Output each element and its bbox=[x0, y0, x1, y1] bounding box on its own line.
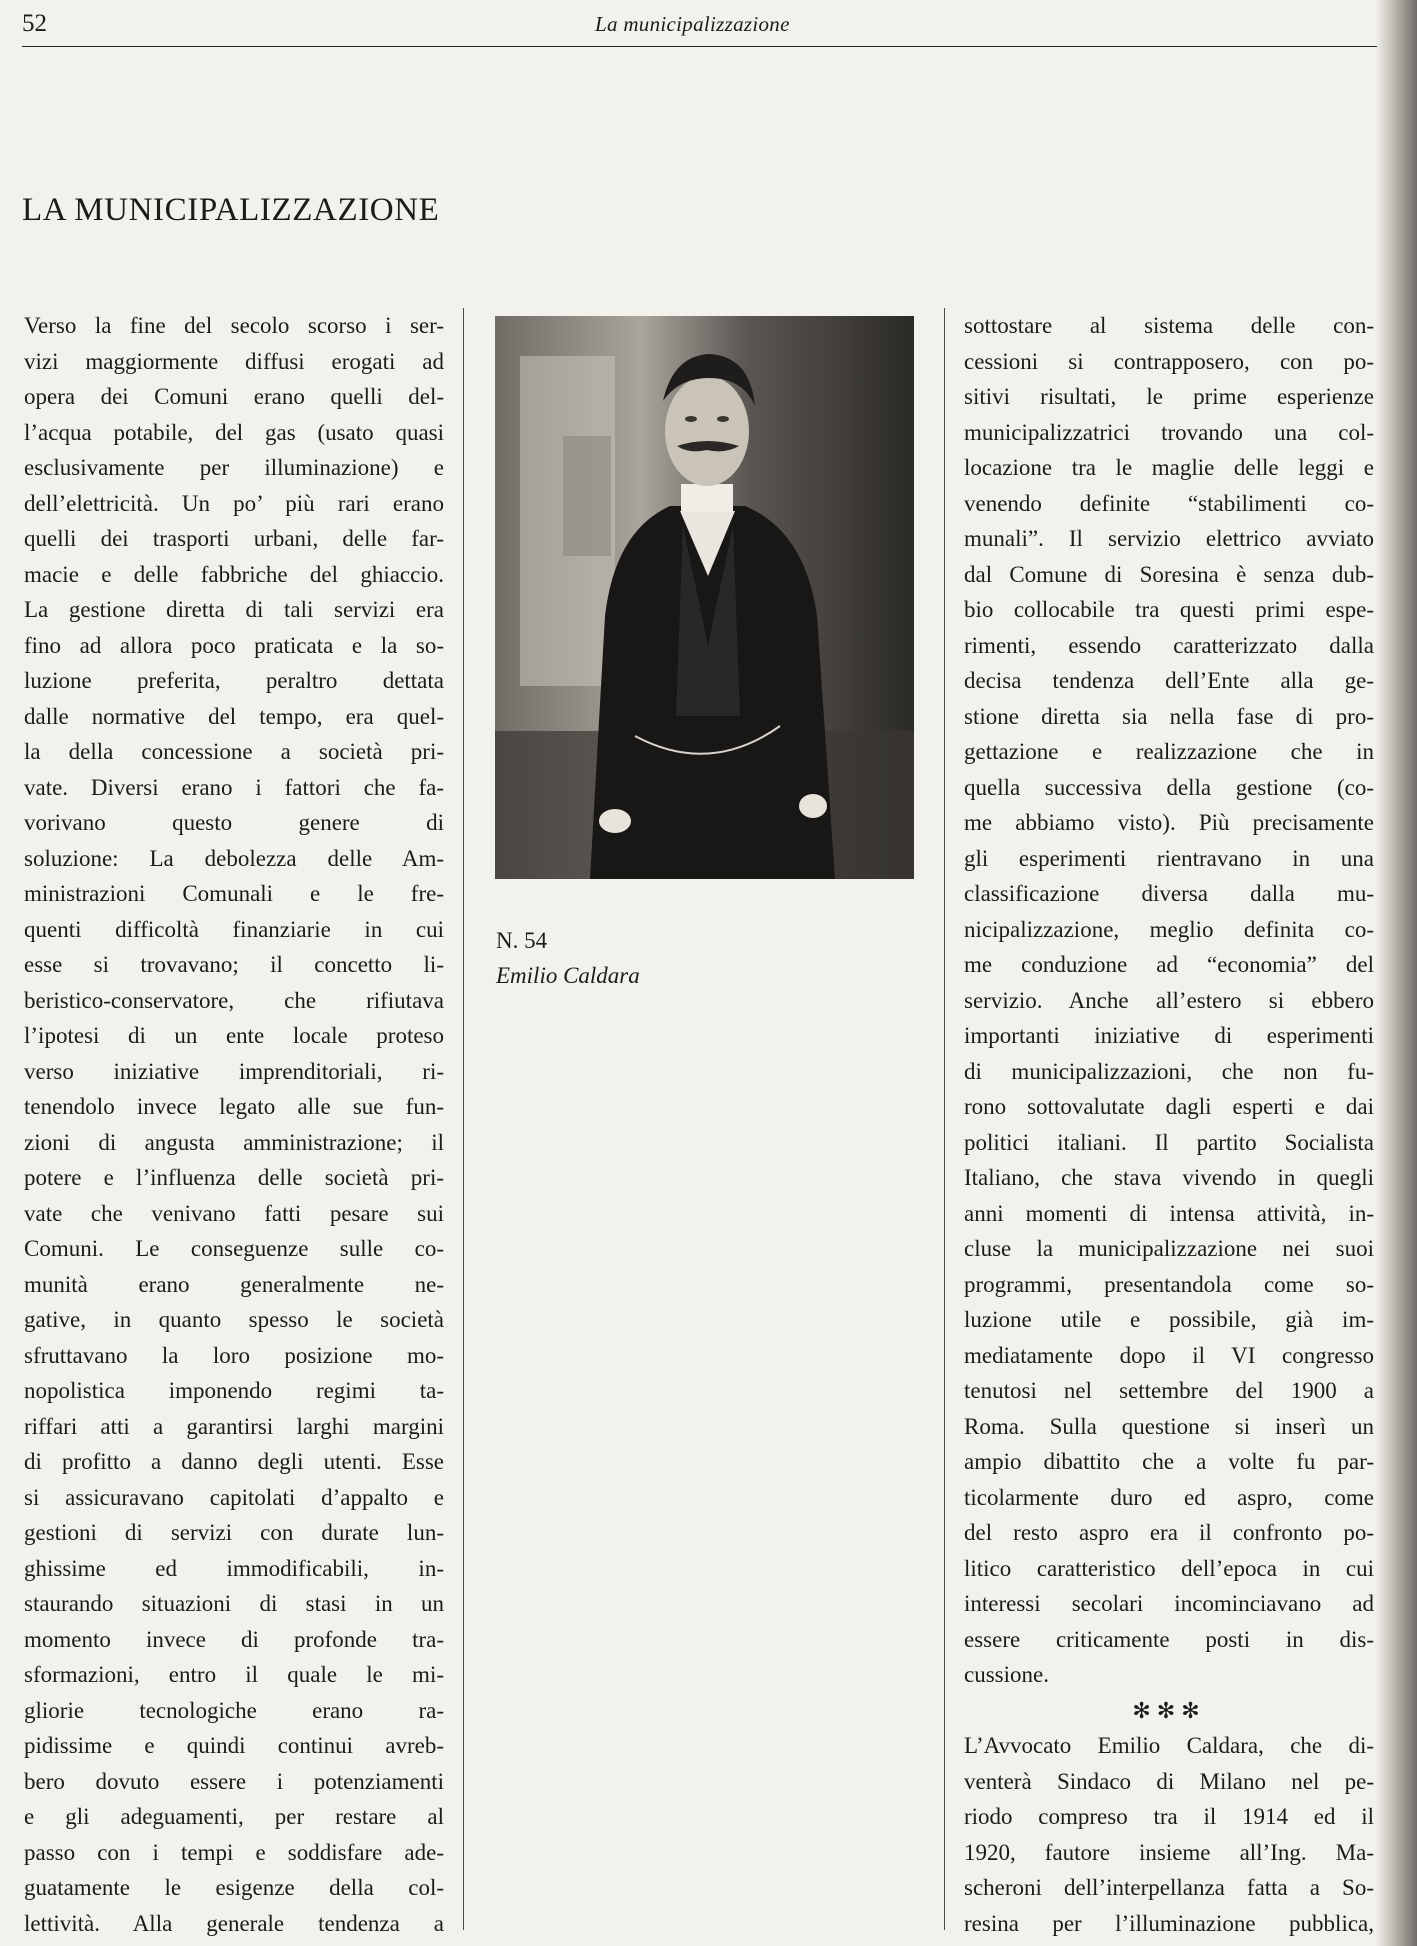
text-line: dal Comune di Soresina è senza dub- bbox=[964, 561, 1374, 587]
text-line: gli esperimenti rientravano in una bbox=[964, 845, 1374, 871]
text-line: dalle normative del tempo, era quel- bbox=[24, 703, 444, 729]
text-line: L’Avvocato Emilio Caldara, che di- bbox=[964, 1733, 1374, 1758]
text-line: pidissime e quindi continui avreb- bbox=[24, 1733, 444, 1758]
figure-caption-name: Emilio Caldara bbox=[496, 963, 640, 988]
text-line: gestioni di servizi con durate lun- bbox=[24, 1520, 444, 1545]
text-line: vate. Diversi erano i fattori che fa- bbox=[24, 774, 444, 800]
text-line: cluse la municipalizzazione nei suoi bbox=[964, 1236, 1374, 1261]
text-line: riffari atti a garantirsi larghi margini bbox=[24, 1413, 444, 1439]
text-line: sfruttavano la loro posizione mo- bbox=[24, 1342, 444, 1368]
text-line: vate che venivano fatti pesare sui bbox=[24, 1200, 444, 1226]
text-line: zioni di angusta amministrazione; il bbox=[24, 1129, 444, 1155]
text-line: la della concessione a società pri- bbox=[24, 739, 444, 764]
text-line: ampio dibattito che a volte fu par- bbox=[964, 1449, 1374, 1474]
text-line: gettazione e realizzazione che in bbox=[964, 739, 1374, 764]
text-line: scheroni dell’interpellanza fatta a So- bbox=[964, 1875, 1374, 1900]
text-line: passo con i tempi e soddisfare ade- bbox=[24, 1839, 444, 1865]
text-line: beristico-conservatore, che rifiutava bbox=[24, 987, 444, 1013]
text-line: classificazione diversa dalla mu- bbox=[964, 881, 1374, 906]
text-line: l’acqua potabile, del gas (usato quasi bbox=[24, 419, 444, 445]
text-line: ministrazioni Comunali e le fre- bbox=[24, 881, 444, 906]
column-rule-right bbox=[944, 308, 945, 1930]
text-line: potere e l’influenza delle società pri- bbox=[24, 1165, 444, 1190]
text-line: importanti iniziative di esperimenti bbox=[964, 1023, 1374, 1048]
text-line: me abbiamo visto). Più precisamente bbox=[964, 810, 1374, 835]
text-line: macie e delle fabbriche del ghiaccio. bbox=[24, 561, 444, 587]
text-line: cessioni si contrapposero, con po- bbox=[964, 348, 1374, 374]
text-line: tenendolo invece legato alle sue fun- bbox=[24, 1094, 444, 1119]
text-line: quella successiva della gestione (co- bbox=[964, 774, 1374, 800]
text-line: luzione utile e possibile, già im- bbox=[964, 1307, 1374, 1332]
figure-caption bbox=[496, 923, 640, 993]
text-line: venterà Sindaco di Milano nel pe- bbox=[964, 1768, 1374, 1794]
page-number: 52 bbox=[22, 10, 47, 37]
text-line: di municipalizzazioni, che non fu- bbox=[964, 1058, 1374, 1084]
text-line: guatamente le esigenze della col- bbox=[24, 1875, 444, 1900]
text-line: 1920, fautore insieme all’Ing. Ma- bbox=[964, 1839, 1374, 1865]
text-line: quelli dei trasporti urbani, delle far- bbox=[24, 526, 444, 551]
text-line: La gestione diretta di tali servizi era bbox=[24, 597, 444, 622]
text-line: Italiano, che stava vivendo in quegli bbox=[964, 1165, 1374, 1190]
text-line: opera dei Comuni erano quelli del- bbox=[24, 384, 444, 409]
text-line: verso iniziative imprenditoriali, ri- bbox=[24, 1058, 444, 1084]
text-line: litico caratteristico dell’epoca in cui bbox=[964, 1555, 1374, 1581]
text-line: tenutosi nel settembre del 1900 a bbox=[964, 1378, 1374, 1403]
text-line: programmi, presentandola come so- bbox=[964, 1271, 1374, 1297]
text-line: mediatamente dopo il VI congresso bbox=[964, 1342, 1374, 1368]
text-line: quenti difficoltà finanziarie in cui bbox=[24, 916, 444, 942]
text-line: gative, in quanto spesso le società bbox=[24, 1307, 444, 1332]
text-line: esse si trovavano; il concetto li- bbox=[24, 952, 444, 977]
column-rule-left bbox=[463, 308, 464, 1930]
text-line: di profitto a danno degli utenti. Esse bbox=[24, 1449, 444, 1474]
text-line: locazione tra le maglie delle leggi e bbox=[964, 455, 1374, 480]
text-line: resina per l’illuminazione pubblica, bbox=[964, 1910, 1374, 1936]
text-line: Comuni. Le conseguenze sulle co- bbox=[24, 1236, 444, 1261]
text-line: esclusivamente per illuminazione) e bbox=[24, 455, 444, 480]
text-line: ticolarmente duro ed aspro, come bbox=[964, 1484, 1374, 1510]
text-line: Roma. Sulla questione si inserì un bbox=[964, 1413, 1374, 1439]
text-line: servizio. Anche all’estero si ebbero bbox=[964, 987, 1374, 1013]
text-line: del resto aspro era il confronto po- bbox=[964, 1520, 1374, 1545]
text-line: cussione. bbox=[964, 1662, 1049, 1687]
text-line: Verso la fine del secolo scorso i ser- bbox=[24, 313, 444, 338]
text-line: essere criticamente posti in dis- bbox=[964, 1626, 1374, 1652]
text-line: e gli adeguamenti, per restare al bbox=[24, 1804, 444, 1829]
text-line: sformazioni, entro il quale le mi- bbox=[24, 1662, 444, 1687]
text-line: lettività. Alla generale tendenza a bbox=[24, 1910, 444, 1936]
text-line: anni momenti di intensa attività, in- bbox=[964, 1200, 1374, 1226]
text-line: me conduzione ad “economia” del bbox=[964, 952, 1374, 977]
running-title: La municipalizzazione bbox=[595, 12, 790, 36]
text-line: si assicuravano capitolati d’appalto e bbox=[24, 1484, 444, 1510]
text-line: politici italiani. Il partito Socialista bbox=[964, 1129, 1374, 1155]
text-line: municipalizzatrici trovando una col- bbox=[964, 419, 1374, 445]
text-line: fino ad allora poco praticata e la so- bbox=[24, 632, 444, 658]
text-line: nicipalizzazione, meglio definita co- bbox=[964, 916, 1374, 942]
text-line: rimenti, essendo caratterizzato dalla bbox=[964, 632, 1374, 658]
text-line: riodo compreso tra il 1914 ed il bbox=[964, 1804, 1374, 1829]
text-line: ghissime ed immodificabili, in- bbox=[24, 1555, 444, 1581]
left-text-column bbox=[24, 308, 444, 1941]
text-line: sitivi risultati, le prime esperienze bbox=[964, 384, 1374, 409]
portrait-photo bbox=[495, 316, 914, 879]
text-line: gliorie tecnologiche erano ra- bbox=[24, 1697, 444, 1723]
text-line: luzione preferita, peraltro dettata bbox=[24, 668, 444, 693]
text-line: venendo definite “stabilimenti co- bbox=[964, 490, 1374, 516]
text-line: interessi secolari incominciavano ad bbox=[964, 1591, 1374, 1616]
text-line: bio collocabile tra questi primi espe- bbox=[964, 597, 1374, 622]
text-line: rono sottovalutate dagli esperti e dai bbox=[964, 1094, 1374, 1119]
text-line: l’ipotesi di un ente locale proteso bbox=[24, 1023, 444, 1048]
text-line: stione diretta sia nella fase di pro- bbox=[964, 703, 1374, 729]
running-head bbox=[22, 10, 1377, 46]
text-line: dell’elettricità. Un po’ più rari erano bbox=[24, 490, 444, 516]
text-line: decisa tendenza dell’Ente alla ge- bbox=[964, 668, 1374, 693]
text-line: munali”. Il servizio elettrico avviato bbox=[964, 526, 1374, 551]
figure-number: N. 54 bbox=[496, 928, 548, 953]
chapter-title: LA MUNICIPALIZZAZIONE bbox=[22, 192, 440, 228]
right-text-column bbox=[964, 308, 1374, 1941]
text-line: sottostare al sistema delle con- bbox=[964, 313, 1374, 338]
header-rule bbox=[22, 46, 1377, 47]
page-edge-shadow bbox=[1375, 0, 1417, 1946]
text-line: munità erano generalmente ne- bbox=[24, 1271, 444, 1297]
text-line: vorivano questo genere di bbox=[24, 810, 444, 835]
text-line: soluzione: La debolezza delle Am- bbox=[24, 845, 444, 871]
text-line: bero dovuto essere i potenziamenti bbox=[24, 1768, 444, 1794]
text-line: nopolistica imponendo regimi ta- bbox=[24, 1378, 444, 1403]
text-line: vizi maggiormente diffusi erogati ad bbox=[24, 348, 444, 374]
text-line: momento invece di profonde tra- bbox=[24, 1626, 444, 1652]
text-line: staurando situazioni di stasi in un bbox=[24, 1591, 444, 1616]
section-break: ✻✻✻ bbox=[1132, 1697, 1206, 1723]
